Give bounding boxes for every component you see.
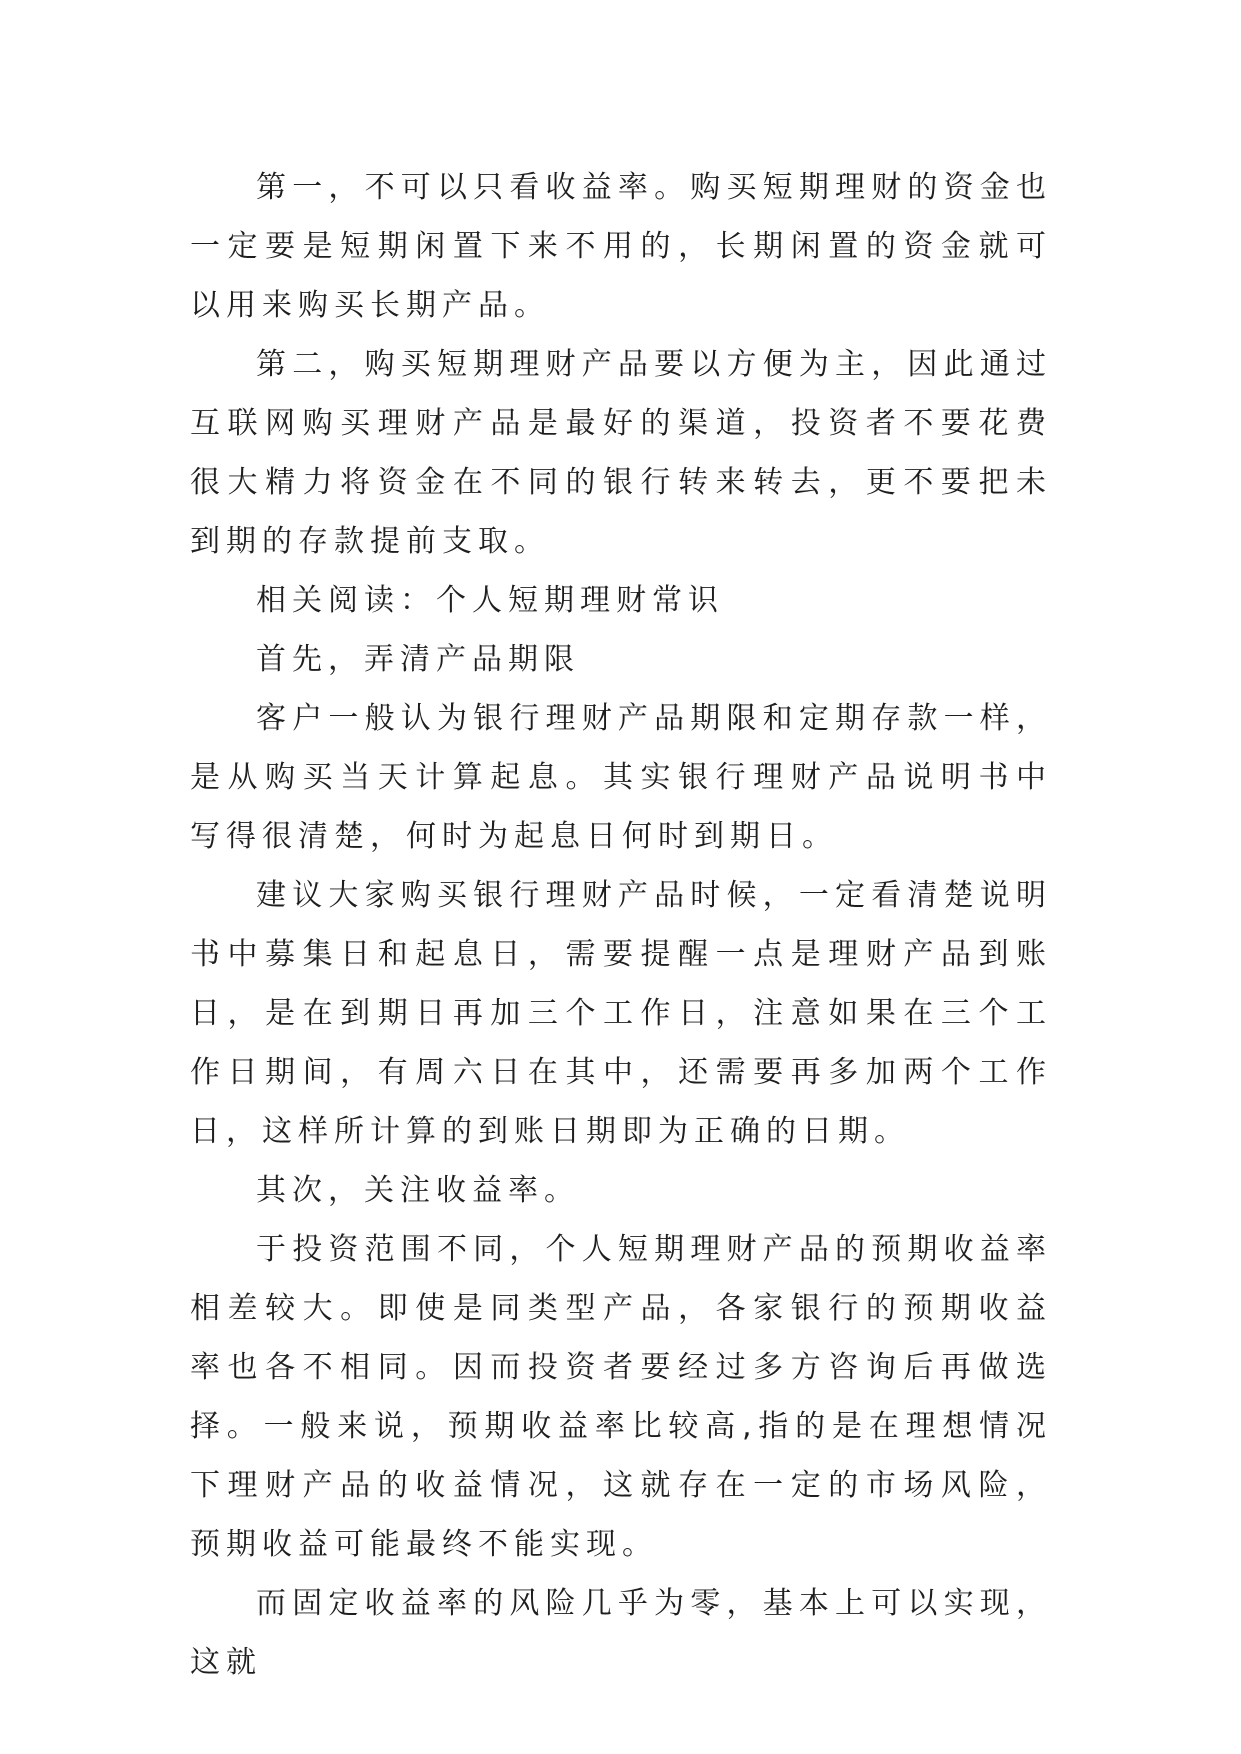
paragraph-second-point: 第二，购买短期理财产品要以方便为主，因此通过互联网购买理财产品是最好的渠道，投资者不要花费很大精力将资金在不同的银行转来转去，更不要把未到期的存款提前支取。: [190, 347, 1052, 559]
paragraph-fixed-yield: 而固定收益率的风险几乎为零，基本上可以实现，这就: [190, 1586, 1052, 1680]
document-page: [190, 158, 1052, 1692]
paragraph-expected-yield: 于投资范围不同，个人短期理财产品的预期收益率相差较大。即使是同类型产品，各家银行的预期收益率也各不相同。因而投资者要经过多方咨询后再做选择。一般来说，预期收益率比较高,指的是在理想情况下理财产品的收益情况，这就存在一定的市场风险，预期收益可能最终不能实现。: [190, 1232, 1052, 1562]
paragraph-related-reading: 相关阅读：个人短期理财常识: [256, 583, 724, 618]
paragraph-product-term: 客户一般认为银行理财产品期限和定期存款一样，是从购买当天计算起息。其实银行理财产品说明书中写得很清楚，何时为起息日何时到期日。: [190, 701, 1052, 854]
paragraph-first-point: 第一，不可以只看收益率。购买短期理财的资金也一定要是短期闲置下来不用的，长期闲置的资金就可以用来购买长期产品。: [190, 170, 1052, 323]
paragraph-section-heading-second: 其次，关注收益率。: [256, 1173, 580, 1208]
paragraph-suggestion: 建议大家购买银行理财产品时候，一定看清楚说明书中募集日和起息日，需要提醒一点是理财产品到账日，是在到期日再加三个工作日，注意如果在三个工作日期间，有周六日在其中，还需要再多加两个工作日，这样所计算的到账日期即为正确的日期。: [190, 878, 1052, 1149]
paragraph-section-heading-first: 首先，弄清产品期限: [256, 642, 580, 677]
